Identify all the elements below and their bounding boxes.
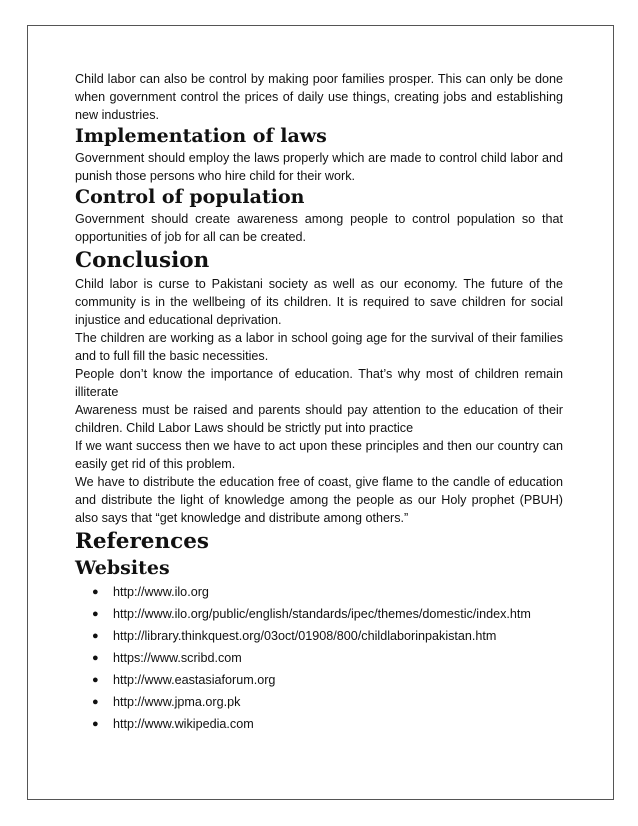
reference-item: [92, 693, 563, 711]
heading-references: References: [75, 529, 209, 554]
reference-item: [92, 671, 563, 689]
reference-item: [92, 715, 563, 733]
bullet-icon: ●: [92, 718, 99, 730]
reference-link[interactable]: http://www.eastasiaforum.org: [113, 673, 276, 687]
heading-implementation-of-laws: Implementation of laws: [75, 125, 327, 147]
heading-control-of-population: Control of population: [75, 186, 305, 208]
laws-paragraph: Government should employ the laws properly which are made to control child labor and punish those persons who hire child for their work.: [75, 151, 563, 183]
bullet-icon: ●: [92, 630, 99, 642]
subheading-websites: Websites: [75, 557, 170, 579]
bullet-icon: ●: [92, 586, 99, 598]
conclusion-paragraph-6: We have to distribute the education free of coast, give flame to the candle of education and distribute the light of knowledge among the people as our Holy prophet (PBUH) also says that “get knowledge and distribute among others.”: [75, 475, 563, 525]
intro-paragraph: Child labor can also be control by making poor families prosper. This can only be done when government control the prices of daily use things, creating jobs and establishing new industries.: [75, 72, 563, 122]
bullet-icon: ●: [92, 652, 99, 664]
reference-item: [92, 583, 563, 601]
reference-item: [92, 649, 563, 667]
population-paragraph: Government should create awareness among people to control population so that opportunities of job for all can be created.: [75, 212, 563, 244]
conclusion-paragraph-1: Child labor is curse to Pakistani society as well as our economy. The future of the community is in the wellbeing of its children. It is required to save children for social injustice and educational deprivation.: [75, 277, 563, 327]
reference-link[interactable]: http://library.thinkquest.org/03oct/01908/800/childlaborinpakistan.htm: [113, 629, 497, 643]
reference-link[interactable]: https://www.scribd.com: [113, 651, 242, 665]
heading-conclusion: Conclusion: [75, 248, 210, 273]
document-body: [75, 70, 563, 737]
reference-item: [92, 605, 563, 623]
bullet-icon: ●: [92, 608, 99, 620]
reference-list: [75, 583, 563, 733]
bullet-icon: ●: [92, 696, 99, 708]
reference-item: [92, 627, 563, 645]
reference-link[interactable]: http://www.ilo.org/public/english/standards/ipec/themes/domestic/index.htm: [113, 607, 531, 621]
conclusion-paragraph-4: Awareness must be raised and parents should pay attention to the education of their children. Child Labor Laws should be strictly put into practice: [75, 403, 563, 435]
reference-link[interactable]: http://www.ilo.org: [113, 585, 209, 599]
reference-link[interactable]: http://www.wikipedia.com: [113, 717, 254, 731]
conclusion-paragraph-2: The children are working as a labor in school going age for the survival of their families and to full fill the basic necessities.: [75, 331, 563, 363]
conclusion-paragraph-3: People don’t know the importance of education. That’s why most of children remain illiterate: [75, 367, 563, 399]
conclusion-paragraph-5: If we want success then we have to act upon these principles and then our country can easily get rid of this problem.: [75, 439, 563, 471]
reference-link[interactable]: http://www.jpma.org.pk: [113, 695, 241, 709]
bullet-icon: ●: [92, 674, 99, 686]
